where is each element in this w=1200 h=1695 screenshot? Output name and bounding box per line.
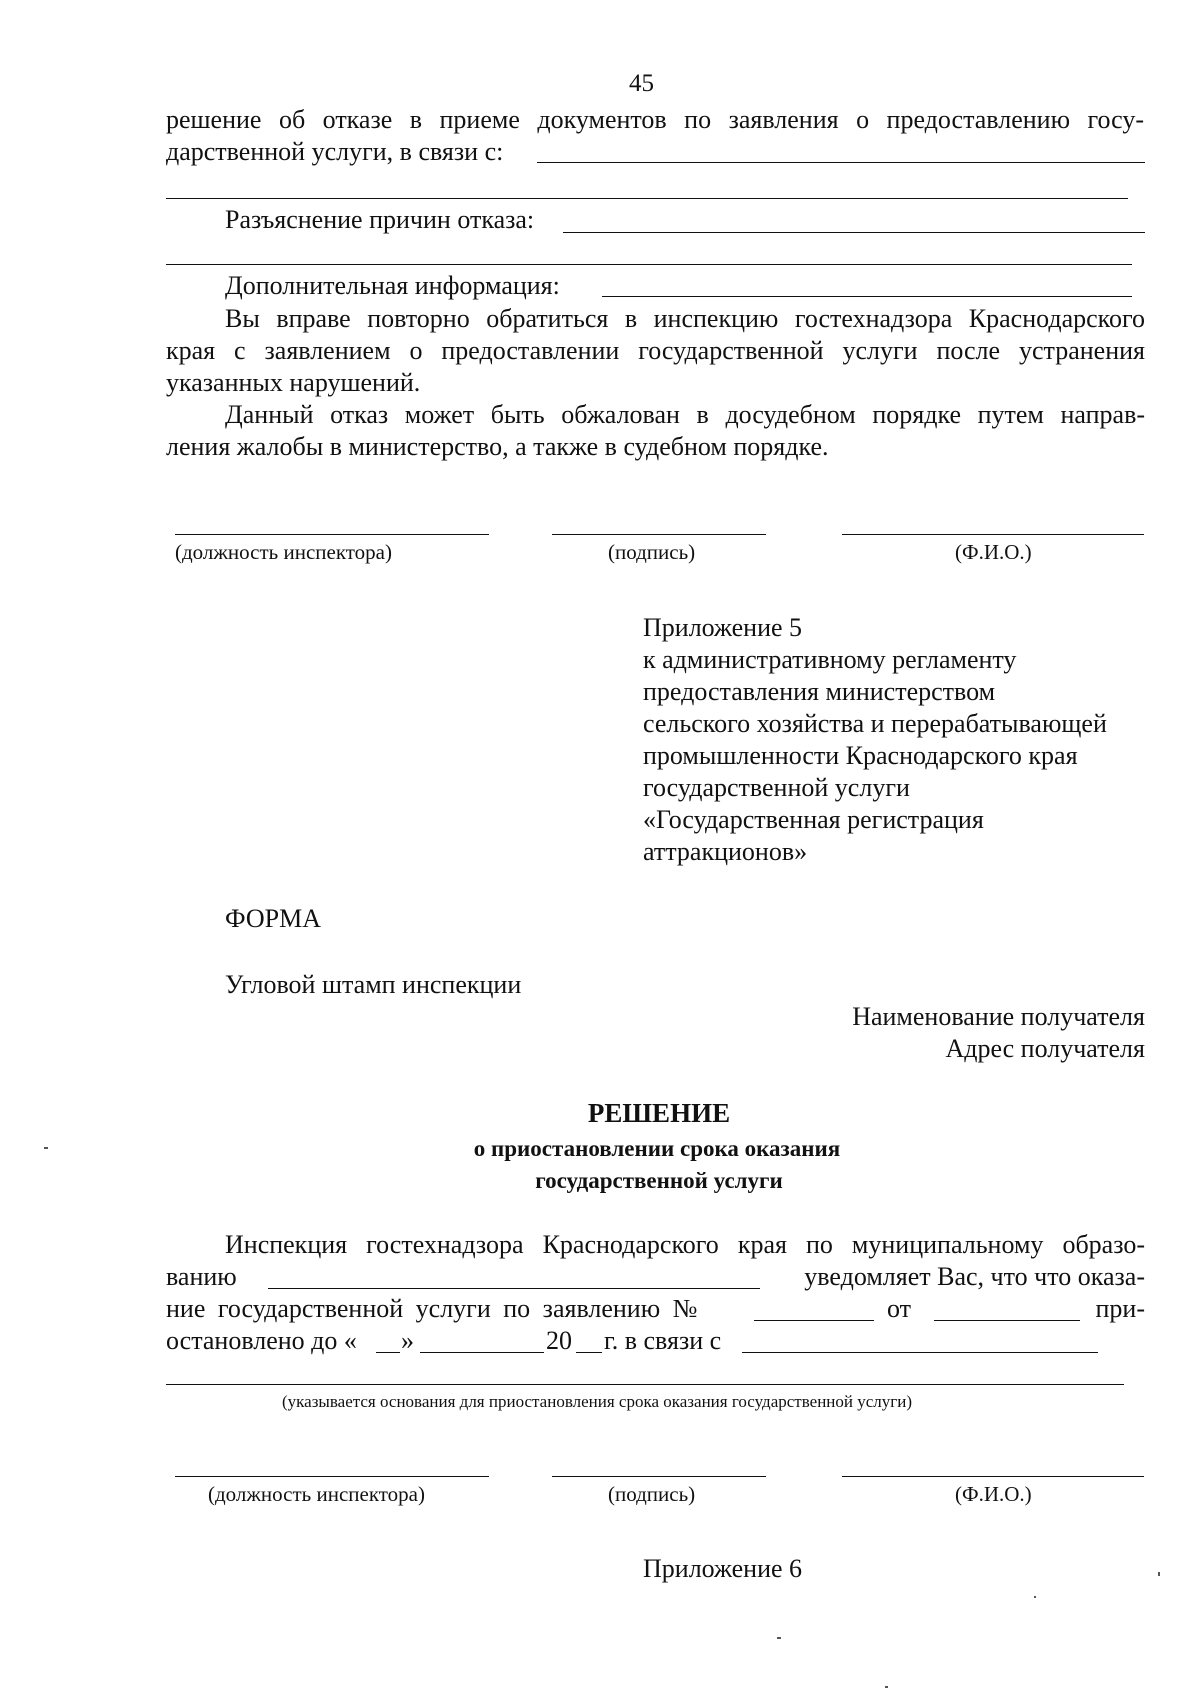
decision-subtitle: о приостановлении срока оказания — [473, 1136, 841, 1161]
recipient-address: Адрес получателя — [945, 1034, 1145, 1063]
fill-line — [934, 1320, 1080, 1321]
fill-line — [537, 162, 1145, 163]
scan-speck — [1034, 1596, 1036, 1598]
appendix-line: к административному регламенту — [643, 645, 1017, 674]
text-line: Данный отказ может быть обжалован в досудебном порядке путем направ- — [225, 400, 1145, 429]
page-number: 45 — [629, 70, 654, 97]
text-line: Инспекция гостехнадзора Краснодарского края по муниципальному образо- — [225, 1230, 1145, 1259]
fill-line — [576, 1352, 602, 1353]
signature-line — [552, 1476, 766, 1477]
fio-caption: (Ф.И.О.) — [955, 540, 1032, 564]
position-caption: (должность инспектора) — [208, 1482, 425, 1506]
decision-title: РЕШЕНИЕ — [587, 1098, 731, 1128]
text-line: указанных нарушений. — [166, 368, 421, 397]
appendix-line: сельского хозяйства и перерабатывающей — [643, 709, 1107, 738]
scan-speck — [1158, 1572, 1160, 1576]
fill-line — [166, 264, 1132, 265]
decision-subtitle: государственной услуги — [535, 1168, 783, 1193]
signature-caption: (подпись) — [608, 540, 696, 564]
appendix-line: предоставления министерством — [643, 677, 996, 706]
signature-line — [175, 1476, 489, 1477]
text-fragment: уведомляет Вас, что что оказа- — [804, 1262, 1145, 1291]
signature-line — [842, 534, 1144, 535]
fill-line — [602, 296, 1132, 297]
text-fragment: ние государственной услуги по заявлению № — [166, 1294, 698, 1323]
fill-line — [420, 1352, 544, 1353]
appendix-line: «Государственная регистрация — [643, 805, 984, 834]
signature-line — [842, 1476, 1144, 1477]
signature-line — [175, 534, 489, 535]
fill-line — [166, 198, 1128, 199]
appendix-line: промышленности Краснодарского края — [643, 741, 1078, 770]
signature-caption: (подпись) — [608, 1482, 696, 1506]
fill-line — [166, 1384, 1124, 1385]
text-line: ления жалобы в министерство, а также в судебном порядке. — [166, 432, 829, 461]
text-line: дарственной услуги, в связи с: — [166, 137, 504, 166]
text-line: Вы вправе повторно обратиться в инспекцию гостехнадзора Краснодарского — [225, 304, 1145, 333]
fill-line — [754, 1320, 874, 1321]
scan-speck — [777, 1637, 781, 1639]
text-fragment: остановлено до « — [166, 1326, 357, 1355]
additional-info-label: Дополнительная информация: — [225, 271, 560, 300]
fill-line — [742, 1352, 1098, 1353]
scan-speck — [885, 1686, 888, 1688]
text-fragment: 20 — [546, 1326, 572, 1355]
appendix-line: Приложение 5 — [643, 613, 803, 642]
corner-stamp-label: Угловой штамп инспекции — [225, 970, 522, 999]
fill-line — [268, 1288, 760, 1289]
text-line: решение об отказе в приеме документов по заявления о предоставлению госу- — [166, 105, 1144, 134]
appendix-line: аттракционов» — [643, 837, 808, 866]
text-fragment: от — [887, 1294, 912, 1323]
text-fragment: г. в связи с — [604, 1326, 722, 1355]
text-line: края с заявлением о предоставлении государственной услуги после устранения — [166, 336, 1145, 365]
fill-line — [563, 232, 1145, 233]
reasons-label: Разъяснение причин отказа: — [225, 205, 535, 234]
appendix-6-title: Приложение 6 — [643, 1554, 803, 1583]
appendix-line: государственной услуги — [643, 773, 910, 802]
recipient-name: Наименование получателя — [852, 1002, 1145, 1031]
text-fragment: » — [401, 1326, 414, 1355]
text-fragment: ванию — [166, 1262, 237, 1291]
fill-line — [376, 1352, 400, 1353]
position-caption: (должность инспектора) — [175, 540, 392, 564]
scan-speck — [44, 1147, 48, 1149]
fio-caption: (Ф.И.О.) — [955, 1482, 1032, 1506]
basis-note: (указывается основания для приостановления срока оказания государственной услуги) — [282, 1392, 912, 1411]
signature-line — [552, 534, 766, 535]
form-title: ФОРМА — [225, 904, 321, 933]
text-fragment: при- — [1095, 1294, 1145, 1323]
